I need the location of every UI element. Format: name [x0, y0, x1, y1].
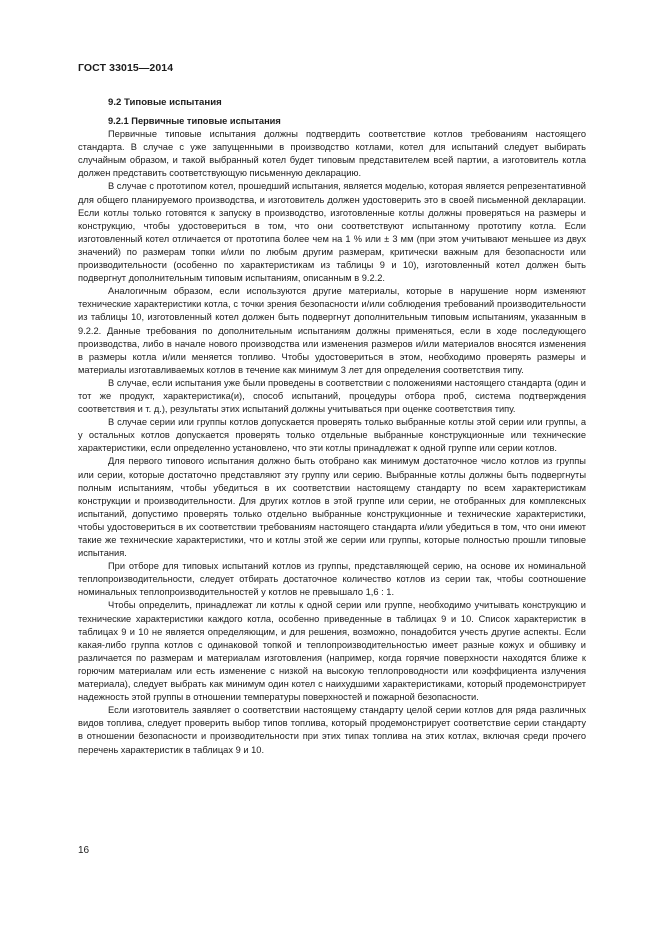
- subsection-heading: 9.2.1 Первичные типовые испытания: [108, 116, 281, 126]
- paragraph-3: Аналогичным образом, если используются другие материалы, которые в нарушение норм изменяют технические характеристики котла, с точки зрения безопасности и/или соблюдения требований производительности из таблицы 10, изготовленный котел должен быть подвергнут дополнительным типовым испытаниям, указанным в 9.2.2. Данные требования по дополнительным испытаниям должны применяться, если в ходе последующего производства, либо в начале нового производства или изменения размеров и/или материалов вносятся изменения в размеры котла и/или меняется топливо. Чтобы удостовериться в этом, необходимо проверять размеры и материалы изготавливаемых котлов в течение как минимум 3 лет для определения соответствия типу.: [78, 286, 586, 375]
- page-number: 16: [78, 845, 90, 856]
- paragraph-5: В случае серии или группы котлов допускается проверять только выбранные котлы этой серии или группы, а у остальных котлов допускается проверять только отдельные выбранные конструкционные или технические характеристики, если определенно установлено, что эти котлы принадлежат к одной группе или серии котлов.: [78, 417, 586, 454]
- document-code: ГОСТ 33015—2014: [78, 62, 174, 74]
- paragraph-4: В случае, если испытания уже были проведены в соответствии с положениями настоящего стандарта (один и тот же продукт, характеристика(и), способ испытаний, процедуры отбора проб, система подтверждения соответствия и т. д.), результаты этих испытаний должны учитываться при оценке соответствия типу.: [78, 377, 586, 415]
- paragraph-7: При отборе для типовых испытаний котлов из группы, представляющей серию, на основе их номинальной теплопроизводительности, следует отбирать достаточное количество котлов из серии так, чтобы соотношение номинальных теплопроизводительностей у котлов не превышало 1,6 : 1.: [78, 561, 586, 598]
- paragraph-2: В случае с прототипом котел, прошедший испытания, является моделью, которая является репрезентативной для общего планируемого производства, и изготовитель должен удостоверить это в своей письменной декларации. Если котлы только готовятся к запуску в производство, изготовленные котлы должны проверяться на размеры и конструкцию, чтобы удостовериться в том, что они соответствуют испытанному прототипу котла. Если изготовленный котел отличается от прототипа более чем на 1 % или ± 3 мм (при этом учитывают меньшее из двух значений) по размерам топки и/или по любым другим размерам, критически важным для безопасности или производительности (особенно по характеристикам из таблицы 9 и 10), изготовленный котел должен быть подвергнут дополнительным типовым испытаниям, описанным в 9.2.2.: [78, 181, 586, 284]
- paragraph-8: Чтобы определить, принадлежат ли котлы к одной серии или группе, необходимо учитывать конструкцию и технические характеристики каждого котла, особенно приведенные в таблицах 9 и 10. Список характеристик в таблицах 9 и 10 не является определяющим, и для решения, возможно, понадобится учесть другие аспекты. Если какая-либо группа котлов с одинаковой топкой и теплопроизводительностью имеет разные кожух и обшивку и различается по размерам и материалам изготовления (например, когда горячие поверхности находятся ближе к горючим материалам или есть изменение с низкой на высокую теплопроводности или коэффициента излучения материала), следует выбрать как минимум один котел с наихудшими характеристиками, который продемонстрирует надежность этой группы в отношении температуры поверхностей и пожарной безопасности.: [78, 600, 586, 703]
- paragraph-9: Если изготовитель заявляет о соответствии настоящему стандарту целой серии котлов для ряда различных видов топлива, следует проверить выбор типов топлива, который продемонстрирует соответствие серии стандарту в отношении безопасности и производительности при этих типах топлива на этих котлах, включая среди прочего перечень характеристик в таблицах 9 и 10.: [78, 705, 586, 755]
- paragraph-6: Для первого типового испытания должно быть отобрано как минимум достаточное число котлов из группы или серии, которые достаточно представляют эту группу или серию. Выбранные котлы должны быть подвергнуты полным испытаниям, чтобы убедиться в их соответствии настоящему стандарту по всем характеристикам конструкции и производительности. Для других котлов в этой группе или серии, не отобранных для комплексных испытаний, допустимо проверять только отдельно выбранные конструкционные и технические характеристики, чтобы удостовериться в их соответствии требованиям настоящего стандарта и/или убедиться в том, что они имеют такие же технические характеристики, что и котлы этой же серии или группы, которые полностью прошли типовые испытания.: [78, 456, 586, 559]
- paragraph-1: Первичные типовые испытания должны подтвердить соответствие котлов требованиям настоящего стандарта. В случае с уже запущенными в производство котлами, котел для испытаний следует выбирать случайным образом, и такой выбранный котел будет типовым представителем всей партии, а изготовитель котла должен представить соответствующую письменную декларацию.: [78, 129, 586, 179]
- section-heading: 9.2 Типовые испытания: [108, 97, 222, 108]
- document-body: [78, 96, 586, 757]
